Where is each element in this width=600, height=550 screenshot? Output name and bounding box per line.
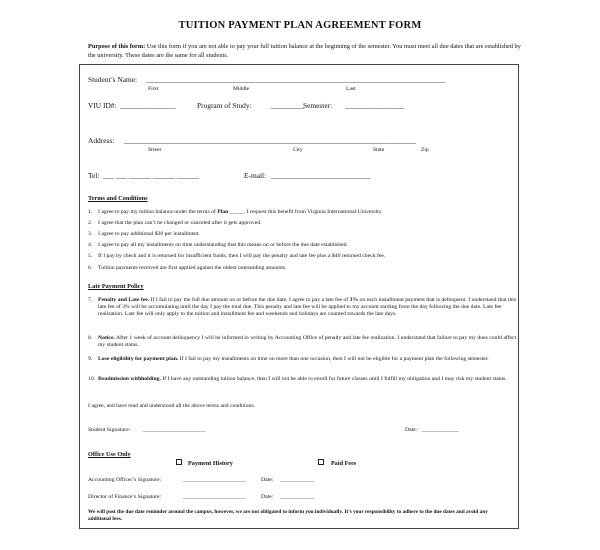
sub-street: Street	[148, 147, 162, 153]
list-item: 10. Readmission withholding. If I have any outstanding tuition balance, then I will not be able to enroll for future classes until I fulfill my obligation and I may risk my student status.	[88, 376, 507, 382]
student-signature-label: Student Signature:	[88, 427, 131, 433]
sub-middle: Middle	[233, 86, 250, 92]
footer-note: We will post the due date reminder around the campus, however, we are not obligated to inform you individually. It’s your responsibility to adhere to the due dates and avoid any additional fees.	[88, 509, 488, 522]
student-name-label: Student’s Name:	[88, 75, 138, 84]
signature-date-label: Date:	[405, 427, 418, 433]
purpose-text: Use this form if you are not able to pay your full tuition balance at the beginning of the semester. You must meet all due dates that are established by the university. These dates are the same for all students.	[88, 43, 521, 59]
director-signature-field[interactable]: ______________________	[183, 494, 246, 500]
list-item: 5. If I pay by check and it is returned for insufficient funds, then I will pay the penalty and late fee plus a $40 returned check fee.	[88, 253, 386, 259]
email-label: E-mail:	[244, 171, 267, 180]
late-policy-heading: Late Payment Policy	[88, 283, 144, 290]
paid-fees-checkbox[interactable]	[318, 459, 324, 465]
sub-first: First	[148, 86, 159, 92]
director-date-field[interactable]: ____________	[280, 494, 315, 500]
accounting-signature-label: Accounting Officer’s Signature:	[88, 477, 162, 483]
list-item: 4. I agree to pay all my installments on time understanding that this means on or before the due date established.	[88, 242, 348, 248]
sub-last: Last	[346, 86, 356, 92]
semester-label: Semester:	[303, 101, 333, 110]
sub-state: State	[373, 147, 385, 153]
list-item: 8. Notice. After 1 week of account delinquency I will be informed in writing by Accounting Office of penalty and late fee realization. I understand that failure to pay my dues could affect my student status.	[88, 335, 517, 349]
terms-heading: Terms and Conditions	[88, 195, 148, 202]
list-item: 3. I agree to pay additional $30 per installment.	[88, 231, 201, 237]
sub-city: City	[293, 147, 303, 153]
purpose-paragraph	[88, 42, 528, 60]
student-signature-field[interactable]: ______________________	[143, 427, 206, 433]
payment-history-checkbox[interactable]	[176, 459, 182, 465]
form-title: TUITION PAYMENT PLAN AGREEMENT FORM	[178, 20, 422, 31]
student-name-field[interactable]: _________________________________________________________________________________	[146, 75, 446, 84]
director-date-label: Date:	[261, 494, 274, 500]
list-item: 7. Penalty and Late fee. If I fail to pay the full due amount on or before the due date, I agree to pay a late fee of 3% on each installment payment that is delinquent. I understand that this late fee of 3% will be accumulating until the day I pay the total due. This penalty and late fee will be applied to my account starting from the day following the due date. Late fee realization. Late fee will only apply to the tuition and installment fee and weekends and holidays are counted towards the late days.	[88, 297, 517, 318]
viu-id-label: VIU ID#:	[88, 101, 117, 110]
tel-field[interactable]: ___ ___ ______ ______ ______	[103, 171, 200, 180]
payment-history-label: Payment History	[188, 460, 233, 467]
signature-date-field[interactable]: _____________	[422, 427, 459, 433]
list-item: 6. Tuition payments received are first applied against the oldest outstanding amounts.	[88, 265, 287, 271]
accounting-date-field[interactable]: ____________	[280, 477, 315, 483]
address-label: Address:	[88, 136, 115, 145]
viu-id-field[interactable]: _______________	[120, 101, 176, 110]
purpose-label: Purpose of this form:	[88, 43, 146, 50]
list-item: 9. Lose eligibility for payment plan. If I fail to pay my installments on time on more than one occasion, then I will not be eligible for a payment plan the following semester.	[88, 356, 489, 362]
accounting-signature-field[interactable]: ______________________	[183, 477, 246, 483]
sub-zip: Zip	[421, 147, 429, 153]
office-use-heading: Office Use Only	[88, 451, 131, 458]
director-signature-label: Director of Finance’s Signature:	[88, 494, 162, 500]
semester-field[interactable]: ________________	[345, 101, 405, 110]
list-item: 2. I agree that the plan can’t be changed or canceled after it gets approved.	[88, 220, 262, 226]
program-label: Program of Study:	[197, 101, 252, 110]
list-item: 1. I agree to pay my tuition balance under the terms of Plan _____. I request this benefit from Virginia International University.	[88, 209, 383, 215]
paid-fees-label: Paid Fees	[331, 460, 357, 467]
program-field[interactable]: _________	[271, 101, 305, 110]
email-field[interactable]: ___________________________	[271, 171, 371, 180]
accounting-date-label: Date:	[261, 477, 274, 483]
agreement-statement: I agree, and have read and understood all the above terms and conditions.	[88, 403, 256, 409]
address-field[interactable]: _______________________________________________________________________________	[124, 136, 416, 145]
tel-label: Tel:	[88, 171, 100, 180]
